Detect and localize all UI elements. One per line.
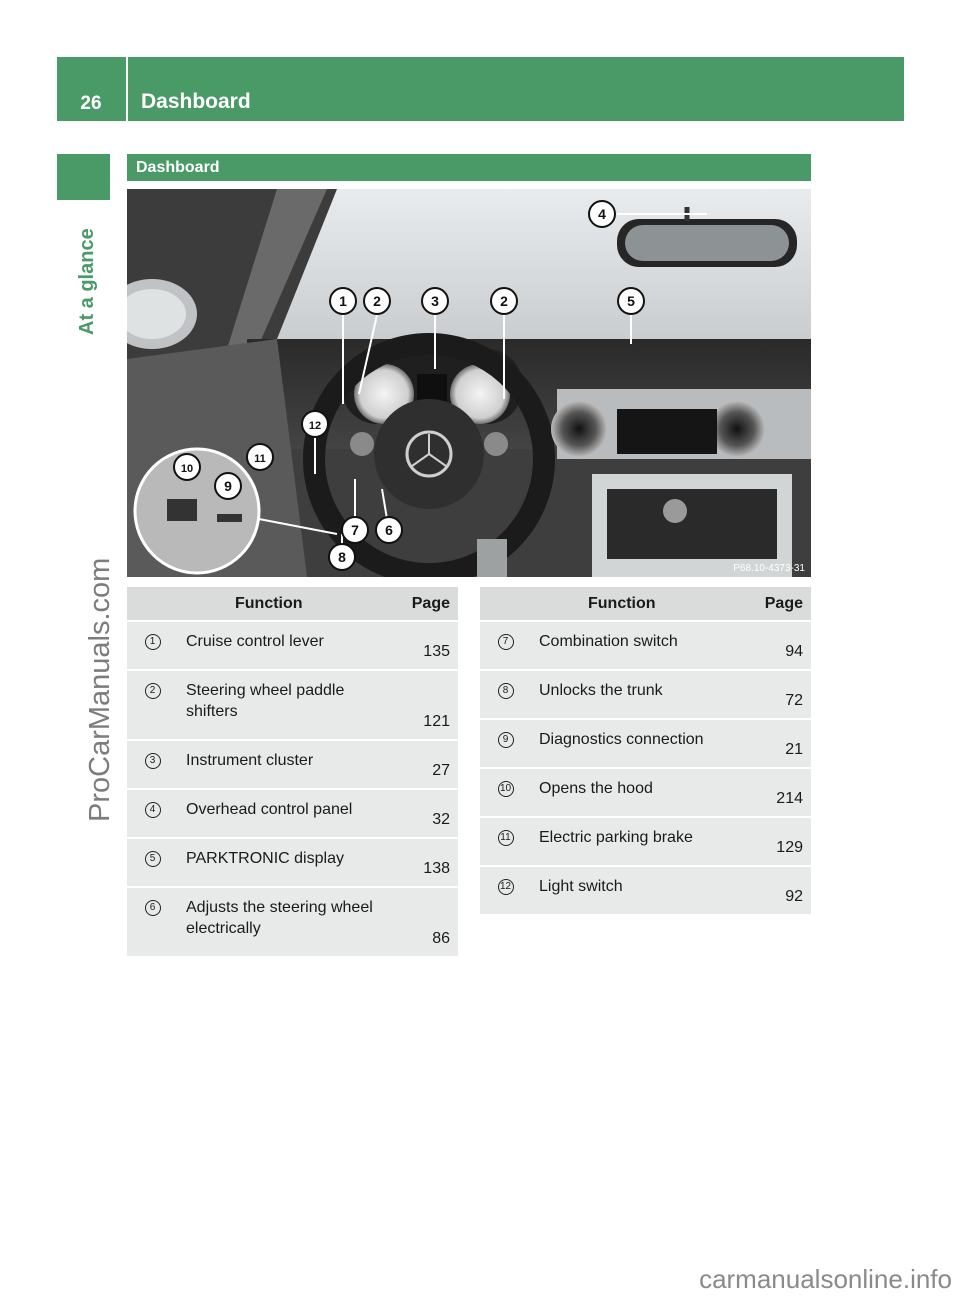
callout-1 xyxy=(330,288,356,314)
svg-text:5: 5 xyxy=(627,293,635,309)
svg-text:2: 2 xyxy=(500,293,508,309)
side-tab-block xyxy=(57,154,110,200)
row-function: Electric parking brake xyxy=(531,817,749,866)
svg-text:3: 3 xyxy=(431,293,439,309)
row-page: 92 xyxy=(749,866,811,914)
header-divider xyxy=(126,57,128,121)
row-num: 3 xyxy=(127,740,178,789)
callout-9 xyxy=(215,473,241,499)
row-page: 94 xyxy=(749,621,811,670)
dashboard-photo xyxy=(127,189,811,577)
callout-12 xyxy=(302,411,328,437)
row-num: 12 xyxy=(480,866,531,914)
callout-6 xyxy=(376,517,402,543)
row-function: Instrument cluster xyxy=(178,740,398,789)
row-page: 138 xyxy=(398,838,458,887)
svg-text:12: 12 xyxy=(308,420,322,432)
row-function: Steering wheel paddle shifters xyxy=(178,670,398,740)
callout-7 xyxy=(342,517,368,543)
row-function: Unlocks the trunk xyxy=(531,670,749,719)
svg-text:11: 11 xyxy=(254,453,266,465)
section-heading-bar xyxy=(127,154,811,181)
table-row xyxy=(127,838,458,887)
watermark-left-text: ProCarManuals.com xyxy=(84,557,116,822)
callout-8 xyxy=(329,544,355,570)
row-function: Adjusts the steering wheel electrically xyxy=(178,887,398,956)
row-num: 6 xyxy=(127,887,178,956)
row-page: 135 xyxy=(398,621,458,670)
header-function: Function xyxy=(178,587,398,621)
row-num: 7 xyxy=(480,621,531,670)
callout-10 xyxy=(174,454,200,480)
row-num: 5 xyxy=(127,838,178,887)
table-row xyxy=(480,768,811,817)
dashboard-illustration xyxy=(127,189,811,577)
row-function: Overhead control panel xyxy=(178,789,398,838)
row-num: 8 xyxy=(480,670,531,719)
svg-text:1: 1 xyxy=(339,293,347,309)
svg-text:2: 2 xyxy=(373,293,381,309)
table-row xyxy=(127,621,458,670)
table-row xyxy=(480,719,811,768)
header-num xyxy=(480,587,531,621)
header-page: Page xyxy=(749,587,811,621)
row-function: Light switch xyxy=(531,866,749,914)
function-table-left xyxy=(127,587,458,956)
callout-4 xyxy=(589,201,615,227)
table-row xyxy=(127,740,458,789)
table-row xyxy=(480,866,811,914)
header-function: Function xyxy=(531,587,749,621)
table-header xyxy=(127,587,458,621)
row-num: 4 xyxy=(127,789,178,838)
table-row xyxy=(480,621,811,670)
callout-11 xyxy=(247,444,273,470)
row-page: 121 xyxy=(398,670,458,740)
row-num: 2 xyxy=(127,670,178,740)
row-num: 1 xyxy=(127,621,178,670)
row-page: 21 xyxy=(749,719,811,768)
row-page: 32 xyxy=(398,789,458,838)
svg-text:10: 10 xyxy=(180,463,194,475)
table-header xyxy=(480,587,811,621)
svg-text:6: 6 xyxy=(385,522,393,538)
row-page: 214 xyxy=(749,768,811,817)
side-tab-label: At a glance xyxy=(76,228,98,335)
row-num: 9 xyxy=(480,719,531,768)
function-table-right xyxy=(480,587,811,914)
row-page: 27 xyxy=(398,740,458,789)
row-page: 72 xyxy=(749,670,811,719)
row-page: 129 xyxy=(749,817,811,866)
page-number: 26 xyxy=(80,93,102,114)
row-function: Combination switch xyxy=(531,621,749,670)
callout-2-left xyxy=(364,288,390,314)
row-function: Diagnostics connection xyxy=(531,719,749,768)
watermark-bottom: carmanualsonline.info xyxy=(699,1264,952,1294)
callout-2-right xyxy=(491,288,517,314)
callout-5 xyxy=(618,288,644,314)
callout-3 xyxy=(422,288,448,314)
row-function: Cruise control lever xyxy=(178,621,398,670)
header-num xyxy=(127,587,178,621)
table-row xyxy=(127,789,458,838)
photo-code: P68.10-4373-31 xyxy=(733,563,805,574)
row-num: 10 xyxy=(480,768,531,817)
table-row xyxy=(127,670,458,740)
svg-text:7: 7 xyxy=(351,522,359,538)
header-page: Page xyxy=(398,587,458,621)
row-num: 11 xyxy=(480,817,531,866)
table-row xyxy=(127,887,458,956)
page-title: Dashboard xyxy=(141,90,251,113)
table-row xyxy=(480,670,811,719)
svg-text:8: 8 xyxy=(338,549,346,565)
section-title: Dashboard xyxy=(136,159,220,176)
row-function: Opens the hood xyxy=(531,768,749,817)
svg-text:4: 4 xyxy=(598,206,606,222)
row-page: 86 xyxy=(398,887,458,956)
table-row xyxy=(480,817,811,866)
svg-text:9: 9 xyxy=(224,478,232,494)
row-function: PARKTRONIC display xyxy=(178,838,398,887)
